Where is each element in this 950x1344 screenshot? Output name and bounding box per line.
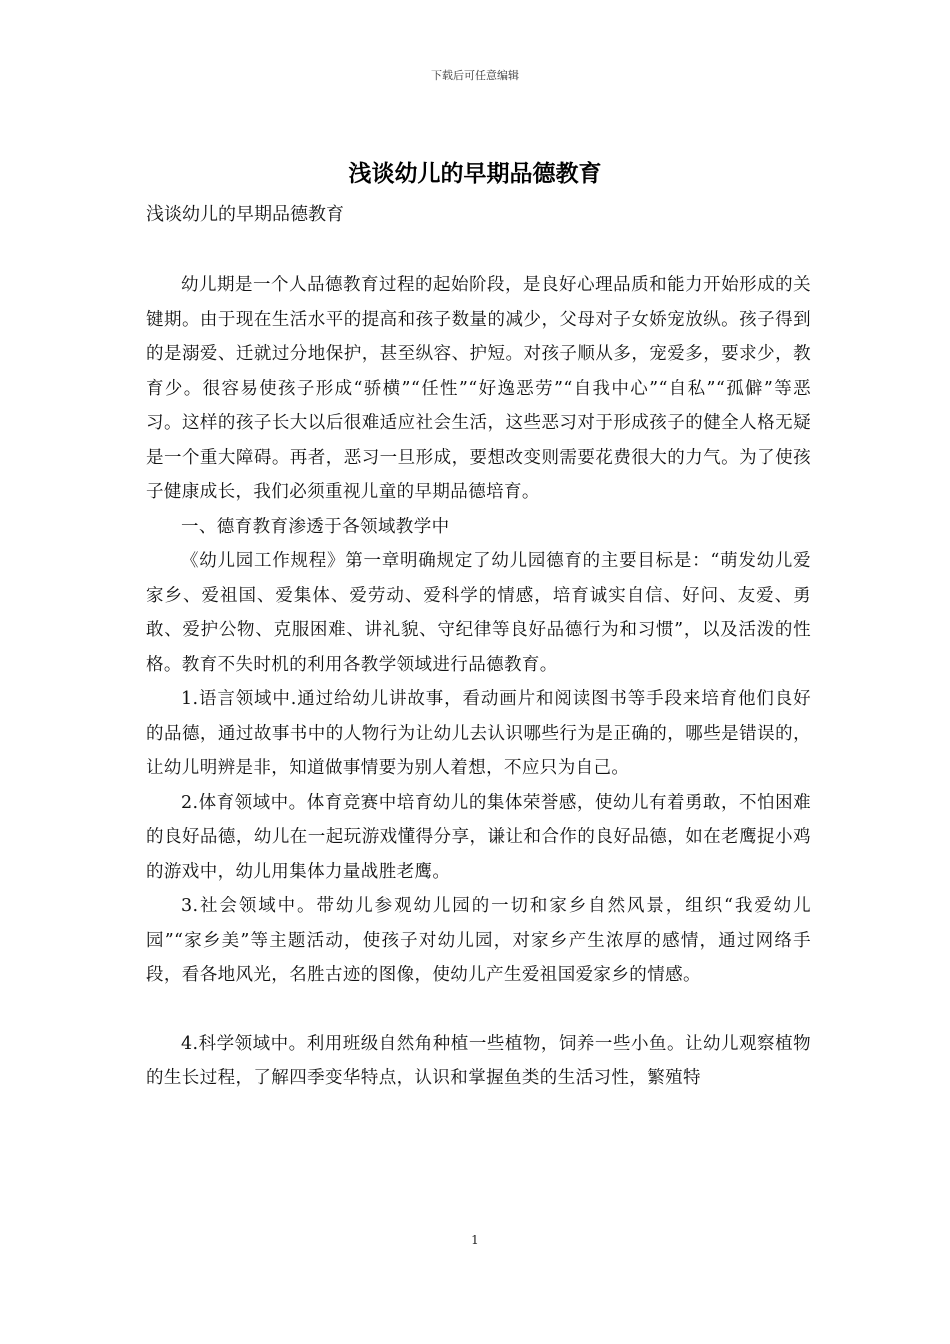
page-number: 1: [471, 1233, 479, 1247]
paragraph-social: 3.社会领域中。带幼儿参观幼儿园的一切和家乡自然风景，组织“我爱幼儿园”“家乡美”等主题活动，使孩子对幼儿园，对家乡产生浓厚的感情，通过网络手段，看各地风光，名胜古迹的图像，使幼儿产生爱祖国爱家乡的情感。: [146, 896, 811, 985]
paragraph-science: 4.科学领域中。利用班级自然角种植一些植物，饲养一些小鱼。让幼儿观察植物的生长过程，了解四季变华特点，认识和掌握鱼类的生活习性，繁殖特: [146, 1033, 811, 1088]
paragraph-language: 1.语言领域中.通过给幼儿讲故事，看动画片和阅读图书等手段来培育他们良好的品德，通过故事书中的人物行为让幼儿去认识哪些行为是正确的，哪些是错误的，让幼儿明辨是非，知道做事情要为别人着想，不应只为自己。: [146, 689, 811, 778]
paragraph-gap: [146, 993, 811, 1027]
document-subtitle: 浅谈幼儿的早期品德教育: [146, 204, 344, 225]
document-body: [146, 268, 811, 1096]
paragraph-sports: 2.体育领域中。体育竞赛中培育幼儿的集体荣誉感，使幼儿有着勇敢，不怕困难的良好品德，幼儿在一起玩游戏懂得分享，谦让和合作的良好品德，如在老鹰捉小鸡的游戏中，幼儿用集体力量战胜老鹰。: [146, 792, 811, 882]
paragraph-intro: 幼儿期是一个人品德教育过程的起始阶段，是良好心理品质和能力开始形成的关键期。由于现在生活水平的提高和孩子数量的减少，父母对子女娇宠放纵。孩子得到的是溺爱、迁就过分地保护，甚至纵容、护短。对孩子顺从多，宠爱多，要求少，教育少。很容易使孩子形成“骄横”“任性”“好逸恶劳”“自我中心”“自私”“孤僻”等恶习。这样的孩子长大以后很难适应社会生活，这些恶习对于形成孩子的健全人格无疑是一个重大障碍。再者，恶习一旦形成，要想改变则需要花费很大的力气。为了使孩子健康成长，我们必须重视儿童的早期品德培育。: [146, 275, 811, 502]
section-heading: 一、德育教育渗透于各领域教学中: [181, 516, 450, 537]
header-note: 下载后可任意编辑: [431, 69, 519, 82]
document-title: 浅谈幼儿的早期品德教育: [348, 161, 602, 187]
paragraph-regulation: 《幼儿园工作规程》第一章明确规定了幼儿园德育的主要目标是：“萌发幼儿爱家乡、爱祖国、爱集体、爱劳动、爱科学的情感，培育诚实自信、好问、友爱、勇敢、爱护公物、克服困难、讲礼貌、守纪律等良好品德行为和习惯”，以及活泼的性格。教育不失时机的利用各教学领域进行品德教育。: [146, 551, 811, 675]
